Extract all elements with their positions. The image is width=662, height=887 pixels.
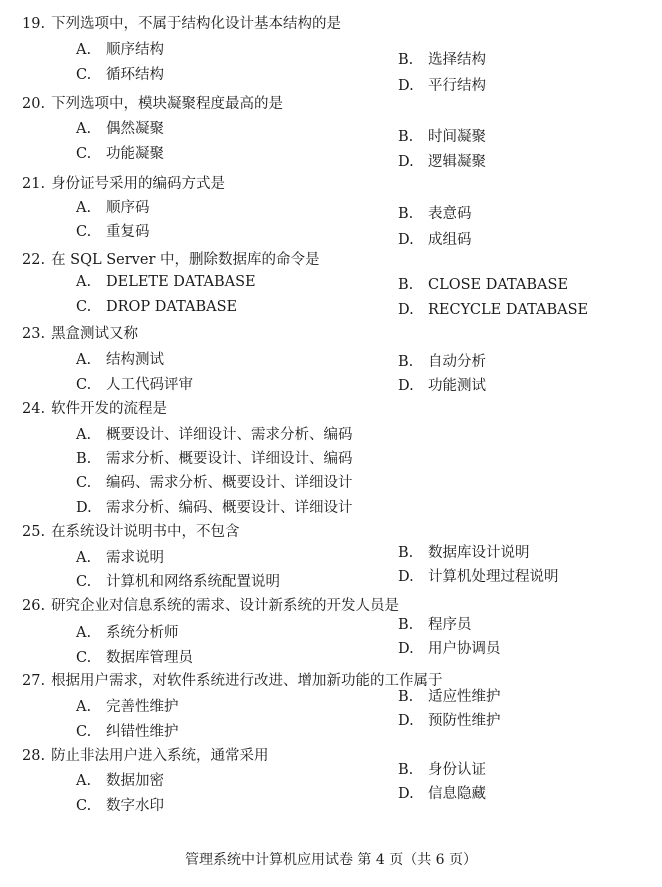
question-stem [22,248,320,269]
question-stem [22,744,269,765]
question-stem [22,322,138,343]
option-d: D. 信息隐藏 [398,786,486,802]
question-number: 21. [22,176,46,192]
option-d: D. 预防性维护 [398,713,501,729]
option-a: A. 结构测试 [76,352,164,368]
question-stem [22,172,225,193]
question-text: 防止非法用户进入系统，通常采用 [51,748,269,764]
question-stem [22,397,167,418]
question-stem [22,92,283,113]
option-a: A. 需求说明 [76,550,164,566]
option-b: B. CLOSE DATABASE [398,277,569,293]
question-text: 身份证号采用的编码方式是 [51,176,226,192]
option-c: C. 编码、需求分析、概要设计、详细设计 [76,475,353,491]
option-b: B. 时间凝聚 [398,129,486,145]
option-a: A. 完善性维护 [76,699,179,715]
option-d: D. RECYCLE DATABASE [398,302,589,318]
option-c: C. 重复码 [76,224,150,240]
option-a: A. 概要设计、详细设计、需求分析、编码 [76,427,353,443]
question-stem [22,669,443,690]
question-text: 下列选项中，模块凝聚程度最高的是 [51,96,284,112]
option-c: C. 功能凝聚 [76,146,164,162]
question-number: 19. [22,16,46,32]
option-b: B. 程序员 [398,617,472,633]
option-d: D. 计算机处理过程说明 [398,569,559,585]
question-text: 在系统设计说明书中，不包含 [51,524,240,540]
option-b: B. 自动分析 [398,354,486,370]
option-b: B. 身份认证 [398,762,486,778]
question-text: 下列选项中，不属于结构化设计基本结构的是 [51,16,342,32]
option-b: B. 数据库设计说明 [398,545,530,561]
option-d: D. 功能测试 [398,378,486,394]
option-d: D. 逻辑凝聚 [398,154,486,170]
option-a: A. 偶然凝聚 [76,121,164,137]
option-a: A. 数据加密 [76,773,164,789]
question-text: 黑盒测试又称 [51,326,139,342]
question-text: 研究企业对信息系统的需求、设计新系统的开发人员是 [51,598,400,614]
option-b: B. 选择结构 [398,52,486,68]
option-b: B. 适应性维护 [398,689,501,705]
option-d: D. 需求分析、编码、概要设计、详细设计 [76,500,353,516]
question-stem [22,594,399,615]
option-b: B. 需求分析、概要设计、详细设计、编码 [76,451,353,467]
question-number: 24. [22,401,46,417]
question-number: 26. [22,598,46,614]
page-footer: 管理系统中计算机应用试卷 第 4 页（共 6 页） [184,852,478,868]
question-text: 根据用户需求，对软件系统进行改进、增加新功能的工作属于 [51,673,443,689]
option-c: C. 人工代码评审 [76,377,193,393]
option-c: C. 计算机和网络系统配置说明 [76,574,280,590]
option-c: C. 数字水印 [76,798,164,814]
option-c: C. DROP DATABASE [76,299,238,315]
option-a: A. DELETE DATABASE [76,274,256,290]
option-c: C. 循环结构 [76,67,164,83]
question-stem [22,12,341,33]
option-d: D. 平行结构 [398,78,486,94]
option-b: B. 表意码 [398,206,472,222]
question-number: 23. [22,326,46,342]
question-stem [22,520,240,541]
option-c: C. 纠错性维护 [76,724,179,740]
option-a: A. 顺序码 [76,200,150,216]
option-c: C. 数据库管理员 [76,650,193,666]
question-number: 20. [22,96,46,112]
option-a: A. 顺序结构 [76,42,164,58]
option-d: D. 成组码 [398,232,472,248]
question-text: 在 SQL Server 中，删除数据库的命令是 [51,252,320,268]
question-number: 25. [22,524,46,540]
question-number: 27. [22,673,46,689]
question-number: 28. [22,748,46,764]
option-a: A. 系统分析师 [76,625,179,641]
question-text: 软件开发的流程是 [51,401,168,417]
question-number: 22. [22,252,46,268]
option-d: D. 用户协调员 [398,641,501,657]
